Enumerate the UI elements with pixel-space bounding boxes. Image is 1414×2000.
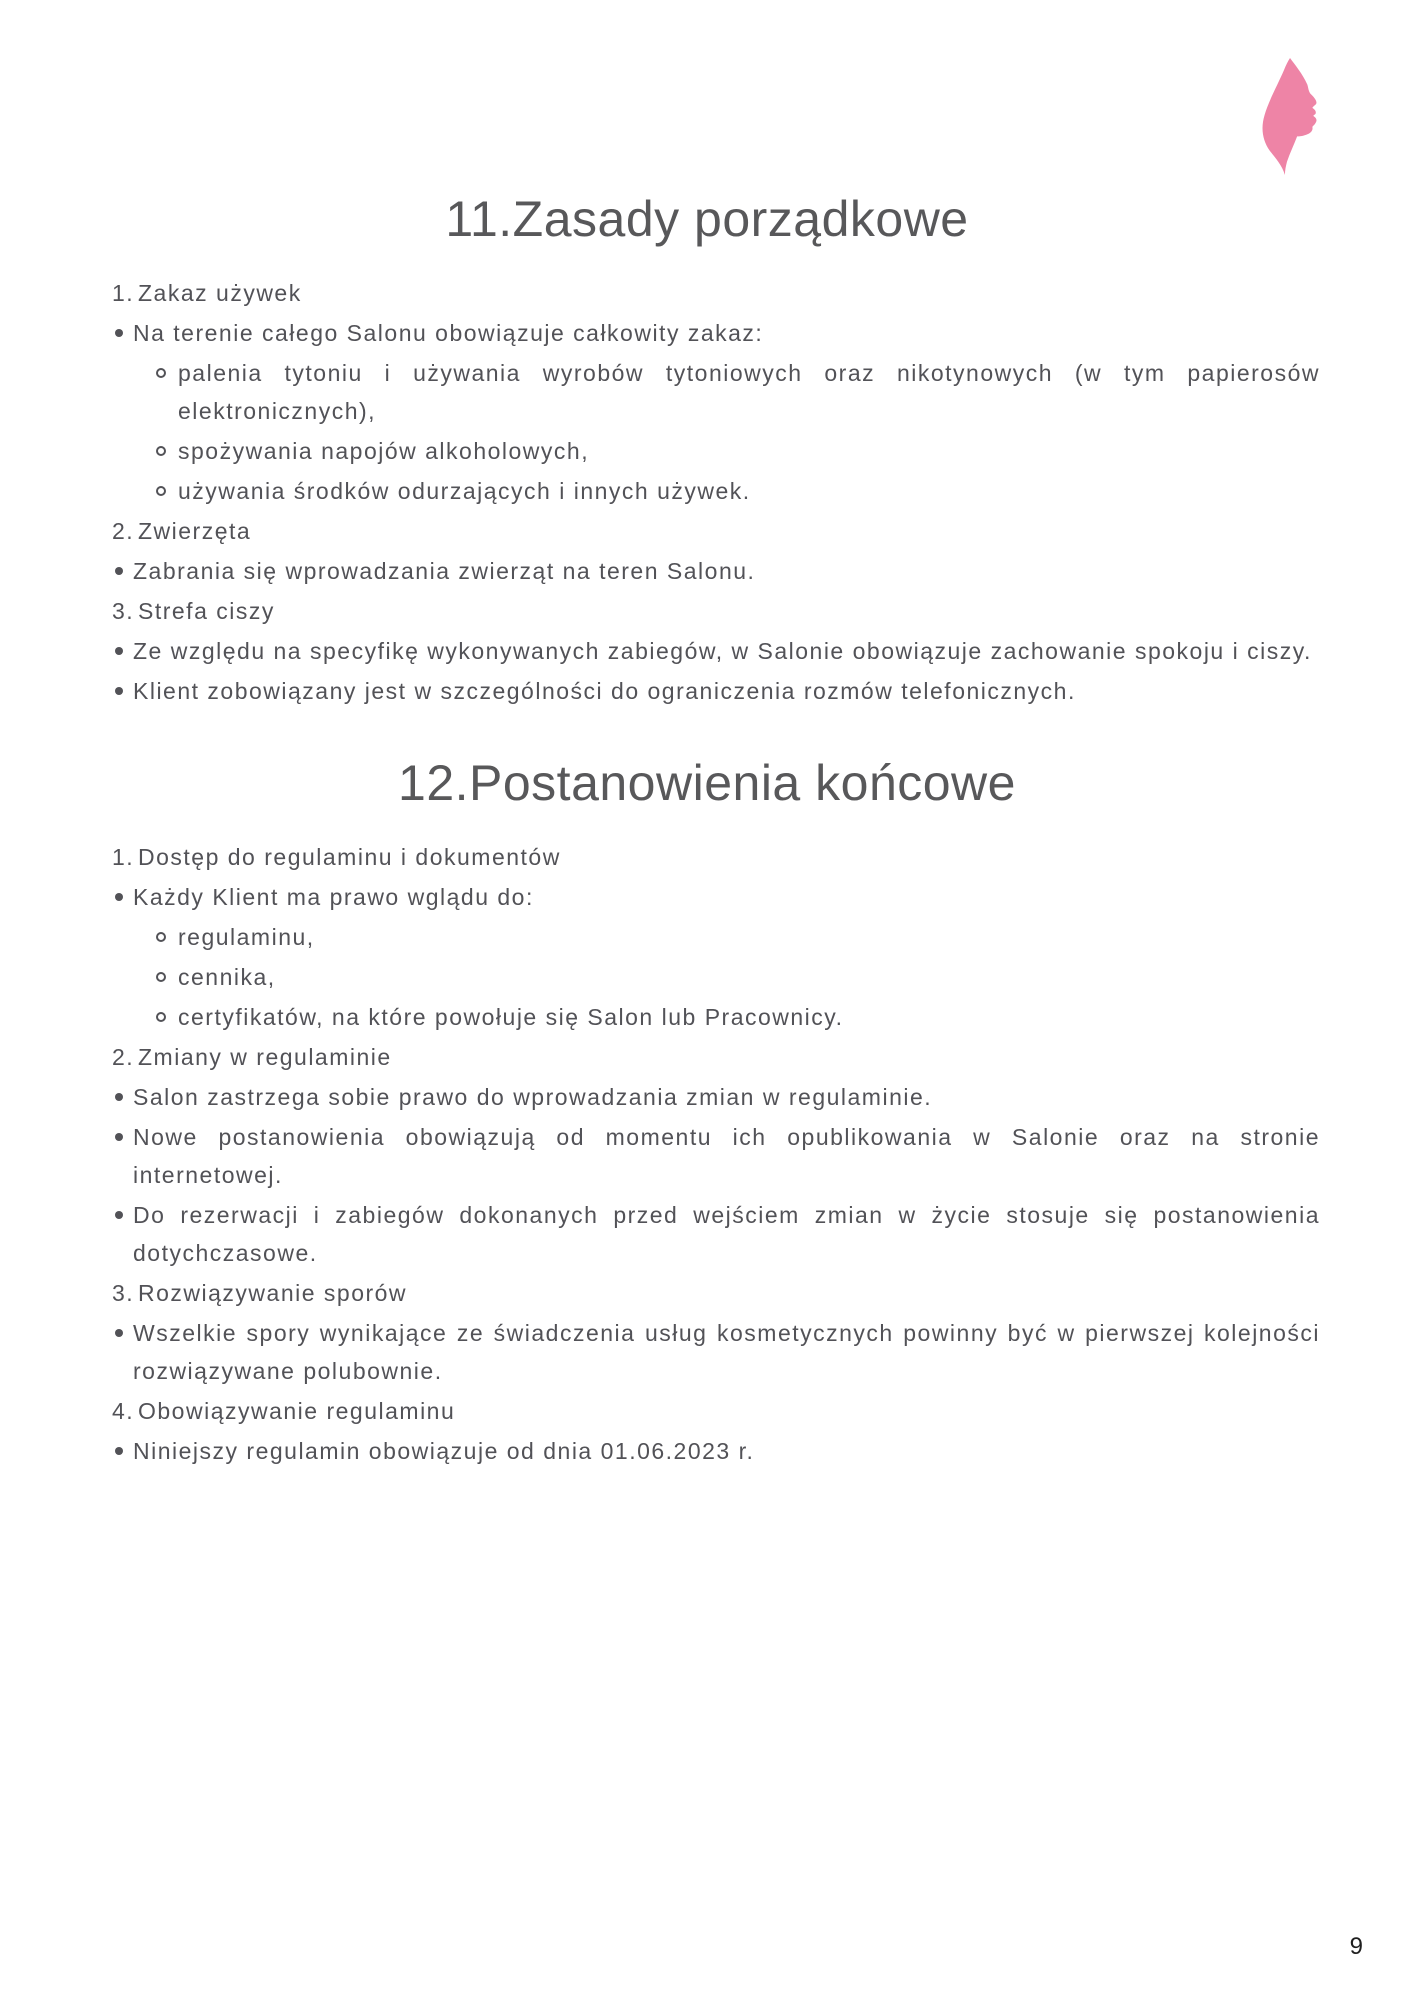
list-item <box>112 958 1320 996</box>
circle-bullet-icon <box>156 972 166 982</box>
logo-shape <box>1263 58 1317 175</box>
item-text: Rozwiązywanie sporów <box>138 1280 408 1306</box>
bullet-marker <box>115 1078 133 1116</box>
item-number: 3. <box>112 1280 135 1306</box>
bullet-marker <box>115 1196 133 1234</box>
list-item <box>112 672 1320 710</box>
item-number: 4. <box>112 1398 135 1424</box>
item-text: Do rezerwacji i zabiegów dokonanych przed wejściem zmian w życie stosuje się postanowienia dotychczasowe. <box>133 1202 1320 1266</box>
circle-bullet-icon <box>156 932 166 942</box>
item-number: 2. <box>112 1044 135 1070</box>
bullet-marker <box>115 1432 133 1470</box>
circle-marker <box>156 958 178 996</box>
page-number: 9 <box>1349 1933 1363 1960</box>
bullet-dot-icon <box>115 687 123 695</box>
bullet-marker <box>115 878 133 916</box>
bullet-dot-icon <box>115 647 123 655</box>
rules-list <box>112 838 1320 1470</box>
item-number: 1. <box>112 844 135 870</box>
item-text: Nowe postanowienia obowiązują od momentu ich opublikowania w Salonie oraz na stronie internetowej. <box>133 1124 1320 1188</box>
list-item <box>112 472 1320 510</box>
circle-marker <box>156 918 178 956</box>
item-text: Na terenie całego Salonu obowiązuje całkowity zakaz: <box>133 320 764 346</box>
list-item <box>112 632 1320 670</box>
item-text: Zakaz używek <box>138 280 302 306</box>
item-text: certyfikatów, na które powołuje się Salon lub Pracownicy. <box>178 1004 844 1030</box>
circle-bullet-icon <box>156 368 166 378</box>
list-item <box>112 918 1320 956</box>
bullet-marker <box>115 632 133 670</box>
list-item <box>112 1392 1320 1430</box>
item-text: Dostęp do regulaminu i dokumentów <box>138 844 561 870</box>
item-number: 1. <box>112 280 135 306</box>
list-item <box>112 1432 1320 1470</box>
item-text: używania środków odurzających i innych używek. <box>178 478 751 504</box>
bullet-dot-icon <box>115 1093 123 1101</box>
bullet-dot-icon <box>115 1447 123 1455</box>
bullet-dot-icon <box>115 1329 123 1337</box>
list-item <box>112 354 1320 430</box>
bullet-marker <box>115 1314 133 1352</box>
bullet-dot-icon <box>115 329 123 337</box>
item-text: cennika, <box>178 964 276 990</box>
bullet-dot-icon <box>115 567 123 575</box>
bullet-dot-icon <box>115 1133 123 1141</box>
bullet-dot-icon <box>115 893 123 901</box>
item-text: Wszelkie spory wynikające ze świadczenia usług kosmetycznych powinny być w pierwszej kolejności rozwiązywane polubownie. <box>133 1320 1320 1384</box>
circle-marker <box>156 432 178 470</box>
item-text: Obowiązywanie regulaminu <box>138 1398 456 1424</box>
bullet-marker <box>115 314 133 352</box>
circle-bullet-icon <box>156 486 166 496</box>
circle-marker <box>156 354 178 392</box>
item-text: regulaminu, <box>178 924 315 950</box>
circle-bullet-icon <box>156 446 166 456</box>
item-text: Zabrania się wprowadzania zwierząt na teren Salonu. <box>133 558 756 584</box>
bullet-marker <box>115 552 133 590</box>
item-text: Salon zastrzega sobie prawo do wprowadzania zmian w regulaminie. <box>133 1084 933 1110</box>
bullet-dot-icon <box>115 1211 123 1219</box>
bullet-marker <box>115 1118 133 1156</box>
list-item <box>112 1196 1320 1272</box>
section-zasady-porzadkowe <box>0 192 1414 710</box>
list-item <box>112 314 1320 352</box>
list-item <box>112 512 1320 550</box>
item-number: 3. <box>112 598 135 624</box>
bullet-marker <box>115 672 133 710</box>
list-item <box>112 552 1320 590</box>
circle-marker <box>156 472 178 510</box>
list-item <box>112 1078 1320 1116</box>
list-item <box>112 1314 1320 1390</box>
section-title: 11.Zasady porządkowe <box>445 191 969 247</box>
item-text: Zwierzęta <box>138 518 252 544</box>
item-number: 2. <box>112 518 135 544</box>
item-text: Niniejszy regulamin obowiązuje od dnia 01.06.2023 r. <box>133 1438 755 1464</box>
list-item <box>112 274 1320 312</box>
woman-face-profile-logo-icon <box>1260 56 1318 176</box>
list-item <box>112 1118 1320 1194</box>
rules-list <box>112 274 1320 710</box>
section-postanowienia-koncowe <box>0 756 1414 1470</box>
item-text: Zmiany w regulaminie <box>138 1044 392 1070</box>
item-text: spożywania napojów alkoholowych, <box>178 438 590 464</box>
list-item <box>112 432 1320 470</box>
section-title: 12.Postanowienia końcowe <box>398 755 1016 811</box>
list-item <box>112 1038 1320 1076</box>
list-item <box>112 1274 1320 1312</box>
list-item <box>112 592 1320 630</box>
item-text: Każdy Klient ma prawo wglądu do: <box>133 884 534 910</box>
circle-bullet-icon <box>156 1012 166 1022</box>
item-text: Ze względu na specyfikę wykonywanych zabiegów, w Salonie obowiązuje zachowanie spokoju i ciszy. <box>133 638 1312 664</box>
list-item <box>112 878 1320 916</box>
item-text: Klient zobowiązany jest w szczególności do ograniczenia rozmów telefonicznych. <box>133 678 1076 704</box>
item-text: palenia tytoniu i używania wyrobów tytoniowych oraz nikotynowych (w tym papierosów elektronicznych), <box>178 360 1320 424</box>
circle-marker <box>156 998 178 1036</box>
list-item <box>112 998 1320 1036</box>
list-item <box>112 838 1320 876</box>
item-text: Strefa ciszy <box>138 598 275 624</box>
